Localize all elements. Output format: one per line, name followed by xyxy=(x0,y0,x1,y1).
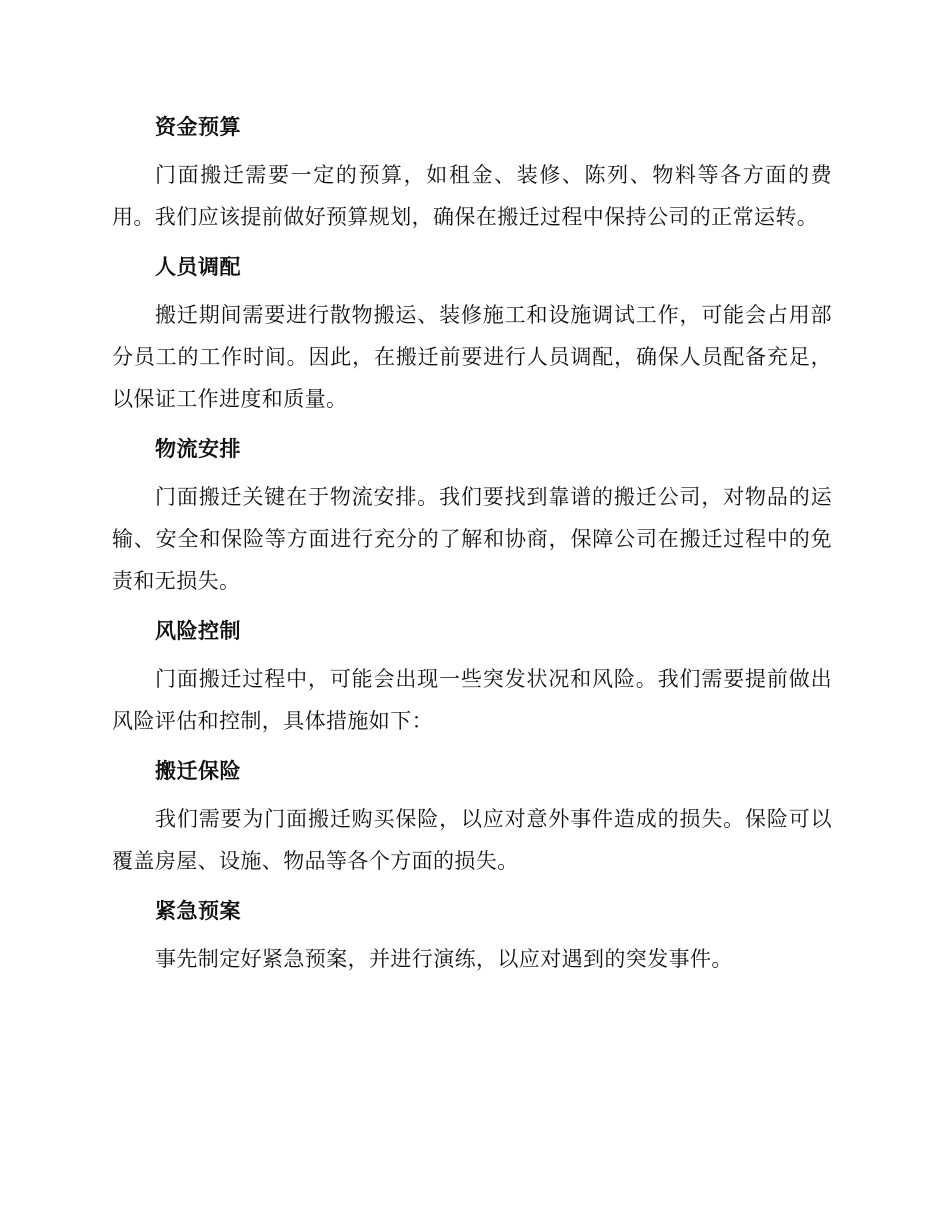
section-heading-risk-control: 风险控制 xyxy=(155,619,241,643)
document-body xyxy=(112,106,832,988)
section-body-emergency-plan: 事先制定好紧急预案，并进行演练，以应对遇到的突发事件。 xyxy=(155,947,733,971)
section-heading-logistics: 物流安排 xyxy=(155,437,241,461)
section-heading-funding-budget: 资金预算 xyxy=(155,115,241,139)
section-body-funding-budget: 门面搬迁需要一定的预算，如租金、装修、陈列、物料等各方面的费用。我们应该提前做好预算规划，确保在搬迁过程中保持公司的正常运转。 xyxy=(112,163,832,229)
section-heading-staff-allocation: 人员调配 xyxy=(155,255,241,279)
section-body-risk-control: 门面搬迁过程中，可能会出现一些突发状况和风险。我们需要提前做出风险评估和控制，具体措施如下： xyxy=(112,667,832,733)
section-heading-emergency-plan: 紧急预案 xyxy=(155,899,241,923)
section-body-logistics: 门面搬迁关键在于物流安排。我们要找到靠谱的搬迁公司，对物品的运输、安全和保险等方面进行充分的了解和协商，保障公司在搬迁过程中的免责和无损失。 xyxy=(112,485,832,593)
section-body-relocation-insurance: 我们需要为门面搬迁购买保险，以应对意外事件造成的损失。保险可以覆盖房屋、设施、物品等各个方面的损失。 xyxy=(112,807,832,873)
section-body-staff-allocation: 搬迁期间需要进行散物搬运、装修施工和设施调试工作，可能会占用部分员工的工作时间。因此，在搬迁前要进行人员调配，确保人员配备充足，以保证工作进度和质量。 xyxy=(112,303,832,411)
section-heading-relocation-insurance: 搬迁保险 xyxy=(155,759,241,783)
